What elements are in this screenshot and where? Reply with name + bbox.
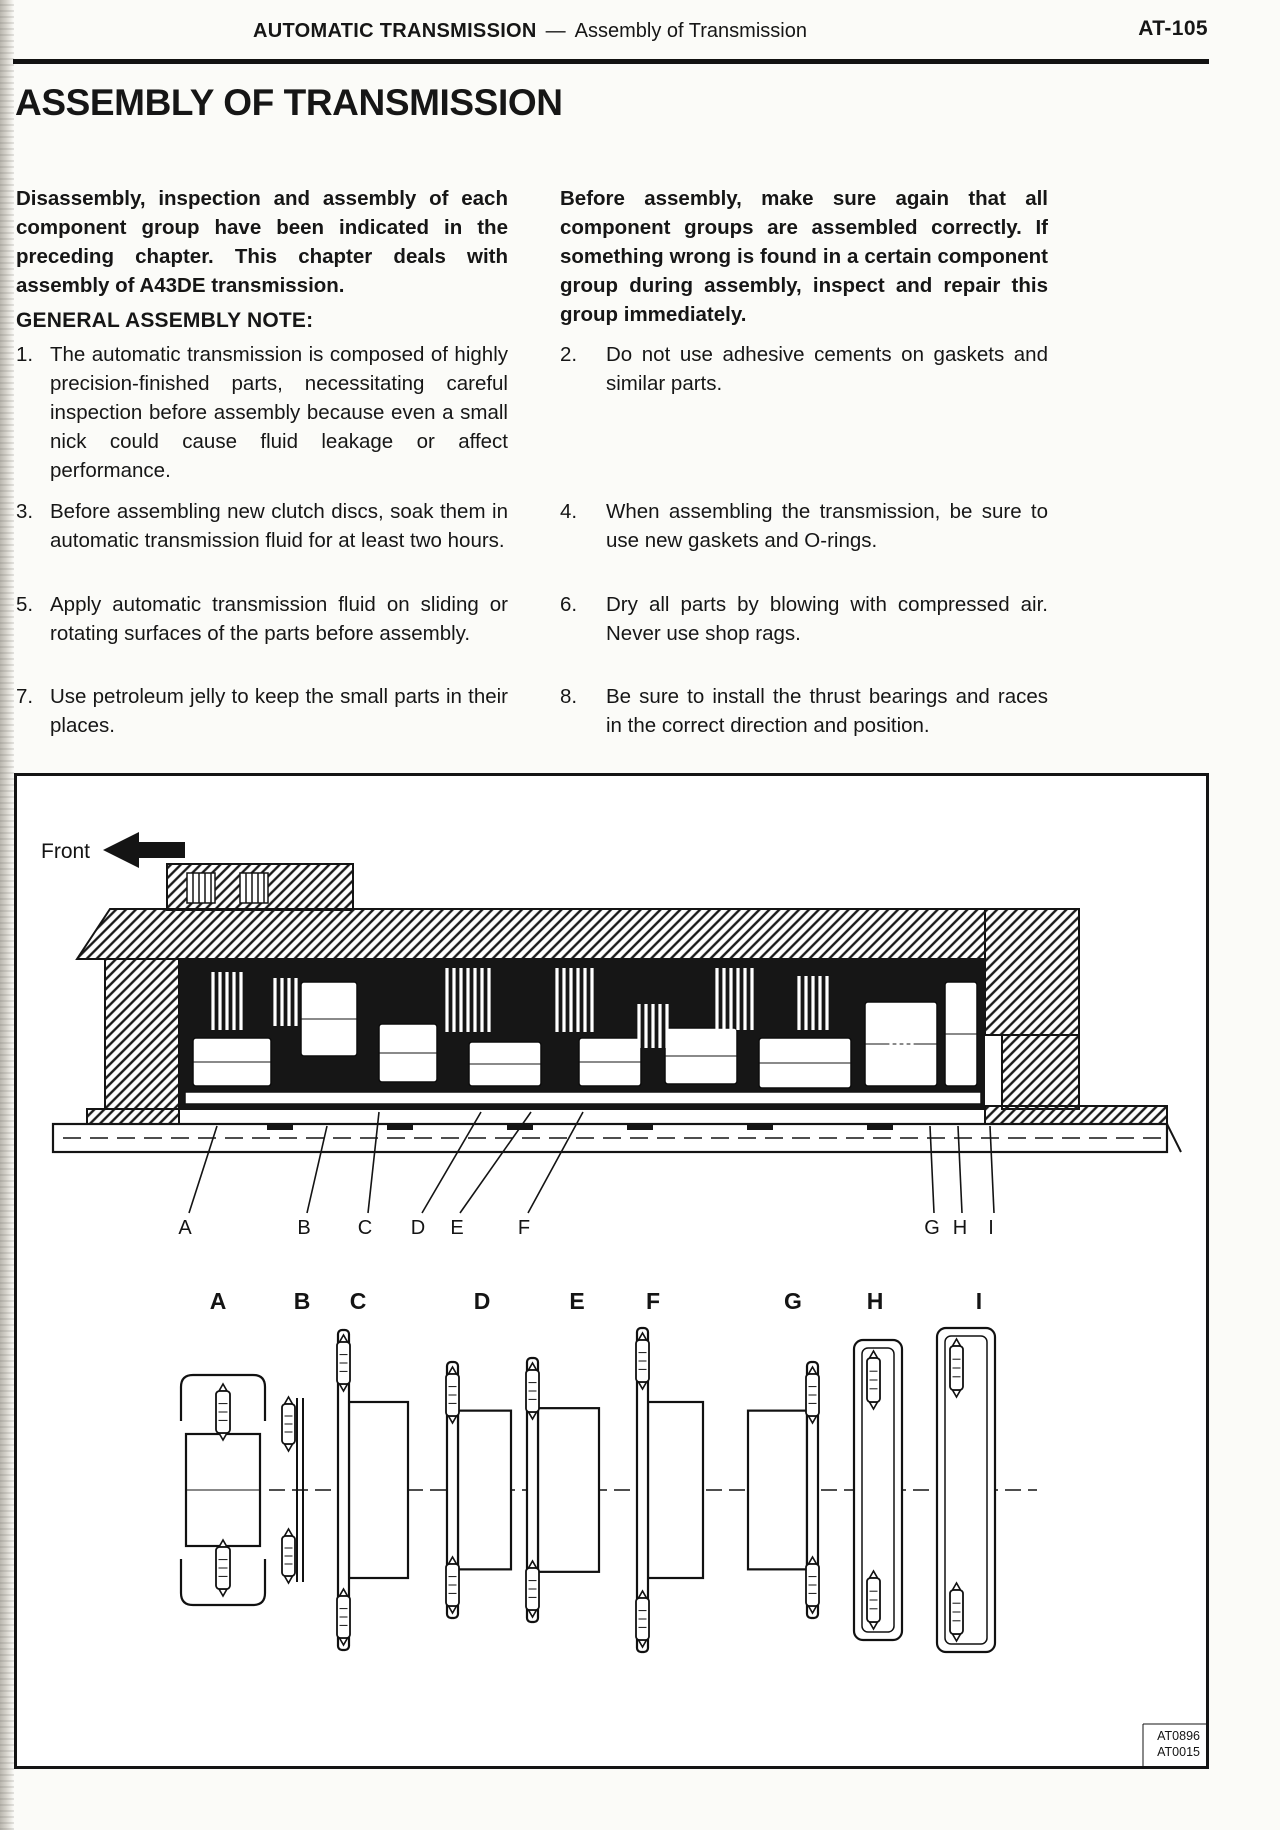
- part-label-g: G: [784, 1288, 802, 1314]
- item-number: 3.: [16, 500, 34, 523]
- item-text: The automatic transmission is composed of highly precision-finished parts, necessitating careful inspection before assembly because even a small nick could cause fluid leakage or affect performance.: [50, 343, 508, 482]
- section-label-d: D: [410, 1217, 426, 1239]
- figure-code-1: AT0896: [1157, 1729, 1200, 1743]
- assembly-note-item-3: [16, 497, 508, 555]
- transmission-cross-section: [53, 864, 1181, 1152]
- assembly-note-item-1: [16, 340, 508, 485]
- assembly-note-item-8: [560, 682, 1048, 740]
- section-label-a: A: [178, 1217, 192, 1239]
- item-number: 6.: [560, 593, 578, 616]
- part-label-d: D: [473, 1288, 491, 1314]
- item-text: Before assembling new clutch discs, soak them in automatic transmission fluid for at least two hours.: [50, 500, 508, 552]
- item-text: Apply automatic transmission fluid on sliding or rotating surfaces of the parts before assembly.: [50, 593, 508, 645]
- section-label-g: G: [924, 1217, 940, 1239]
- figure-code-2: AT0015: [1157, 1745, 1200, 1759]
- parts-labels: [210, 1288, 983, 1314]
- item-text: When assembling the transmission, be sure to use new gaskets and O-rings.: [606, 500, 1048, 552]
- header-subsection: Assembly of Transmission: [574, 20, 807, 42]
- front-arrow-icon: [103, 832, 185, 868]
- section-label-b: B: [297, 1217, 311, 1239]
- header-section: AUTOMATIC TRANSMISSION: [253, 20, 537, 42]
- item-number: 2.: [560, 343, 578, 366]
- item-number: 8.: [560, 685, 578, 708]
- section-labels: [178, 1217, 993, 1239]
- section-label-h: H: [952, 1217, 968, 1239]
- item-number: 1.: [16, 343, 34, 366]
- item-text: Do not use adhesive cements on gaskets and similar parts.: [606, 343, 1048, 395]
- intro-paragraph-right: Before assembly, make sure again that all component groups are assembled correctly. If something wrong is found in a certain component group during assembly, inspect and repair this group immediately.: [560, 186, 1048, 326]
- item-text: Be sure to install the thrust bearings and races in the correct direction and position.: [606, 685, 1048, 737]
- figure-codes: [1143, 1724, 1206, 1766]
- page-number: AT-105: [1138, 17, 1208, 40]
- part-label-i: I: [975, 1288, 983, 1314]
- assembly-note-item-4: [560, 497, 1048, 555]
- assembly-note-item-6: [560, 590, 1048, 648]
- item-text: Dry all parts by blowing with compressed air. Never use shop rags.: [606, 593, 1048, 645]
- item-number: 7.: [16, 685, 34, 708]
- assembly-note-item-7: [16, 682, 508, 740]
- note-heading: GENERAL ASSEMBLY NOTE:: [16, 309, 314, 332]
- header-separator: —: [545, 20, 566, 42]
- page-title: ASSEMBLY OF TRANSMISSION: [15, 82, 563, 123]
- item-text: Use petroleum jelly to keep the small parts in their places.: [50, 685, 508, 737]
- part-label-e: E: [569, 1288, 585, 1314]
- item-number: 4.: [560, 500, 578, 523]
- intro-paragraph-left: Disassembly, inspection and assembly of each component group have been indicated in the preceding chapter. This chapter deals with assembly of A43DE transmission.: [16, 186, 508, 297]
- page-binding-edge: [0, 0, 14, 1830]
- front-label: Front: [41, 840, 91, 863]
- assembly-note-item-5: [16, 590, 508, 648]
- section-label-e: E: [450, 1217, 464, 1239]
- item-number: 5.: [16, 593, 34, 616]
- running-header: [0, 20, 1060, 43]
- section-label-f: F: [517, 1217, 531, 1239]
- part-label-f: F: [645, 1288, 661, 1314]
- section-label-c: C: [357, 1217, 373, 1239]
- figure-illustration: [17, 776, 1206, 1766]
- part-label-a: A: [209, 1288, 227, 1314]
- section-label-i: I: [988, 1217, 994, 1239]
- part-label-c: C: [349, 1288, 367, 1314]
- header-rule: [13, 59, 1209, 64]
- figure-box: [14, 773, 1209, 1769]
- part-label-b: B: [293, 1288, 311, 1314]
- thrust-bearing-parts: [181, 1328, 995, 1652]
- assembly-note-item-2: [560, 340, 1048, 398]
- part-label-h: H: [866, 1288, 884, 1314]
